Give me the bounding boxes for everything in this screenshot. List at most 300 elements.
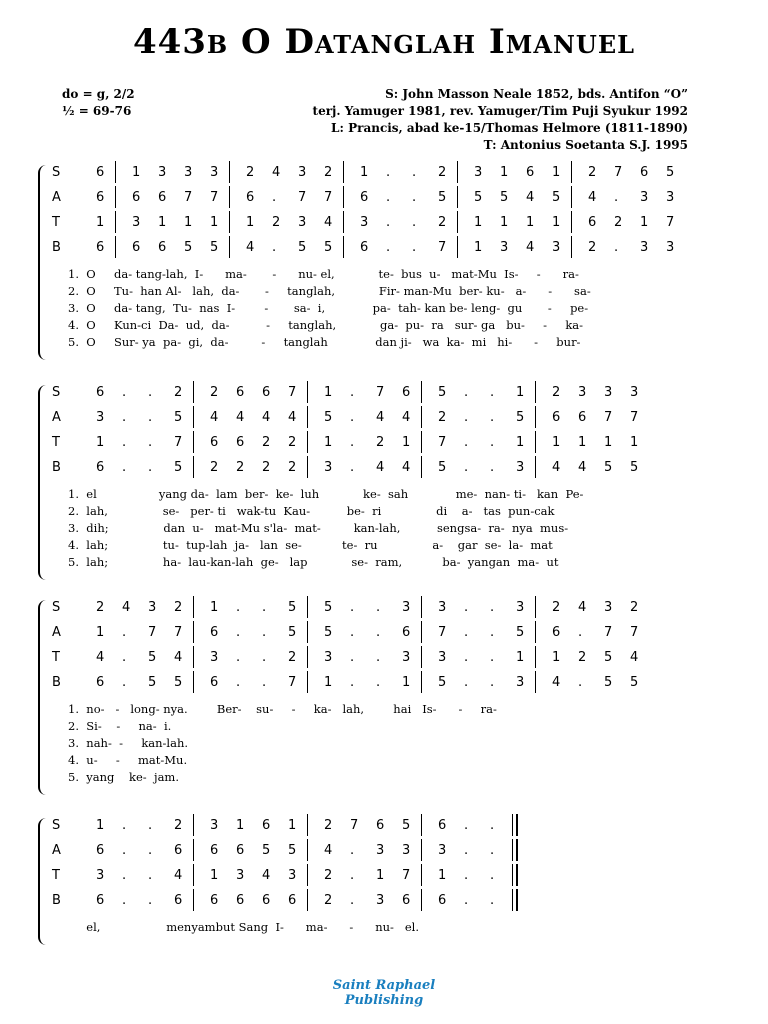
note: . — [236, 600, 241, 615]
note: 6 — [236, 435, 245, 450]
note: 6 — [360, 240, 369, 255]
note: 2 — [262, 460, 271, 475]
voice-label: S — [52, 165, 61, 180]
lyric-line: 1. el yang da- lam ber- ke- luh ke- sah me- nan- ti- kan Pe- — [68, 487, 584, 501]
note: 5 — [630, 675, 639, 690]
barline — [571, 161, 572, 183]
note: . — [490, 893, 495, 908]
note: 4 — [288, 410, 297, 425]
note: 4 — [236, 410, 245, 425]
note: 3 — [96, 868, 105, 883]
note: 6 — [174, 893, 183, 908]
note: 3 — [148, 600, 157, 615]
note: . — [122, 675, 127, 690]
note: . — [122, 435, 127, 450]
note: 6 — [360, 190, 369, 205]
note: 3 — [630, 385, 639, 400]
barline — [307, 381, 308, 403]
note: 2 — [324, 893, 333, 908]
note: 1 — [288, 818, 297, 833]
note: . — [490, 675, 495, 690]
note: 2 — [614, 215, 623, 230]
note: 5 — [666, 165, 675, 180]
note: 4 — [262, 410, 271, 425]
note: . — [262, 675, 267, 690]
note: 1 — [402, 435, 411, 450]
note: 5 — [262, 843, 271, 858]
note: 6 — [96, 190, 105, 205]
note: 7 — [350, 818, 359, 833]
note: 1 — [500, 165, 509, 180]
note: 3 — [516, 600, 525, 615]
note: 5 — [148, 650, 157, 665]
barline — [307, 406, 308, 428]
note: 7 — [604, 625, 613, 640]
note: 4 — [272, 165, 281, 180]
note: 1 — [96, 215, 105, 230]
note: 3 — [666, 240, 675, 255]
note: 1 — [96, 435, 105, 450]
final-barline — [516, 889, 518, 911]
note: 5 — [210, 240, 219, 255]
note: 5 — [174, 675, 183, 690]
note: 1 — [158, 215, 167, 230]
voice-label: T — [52, 868, 60, 883]
barline — [229, 211, 230, 233]
note: 4 — [526, 190, 535, 205]
note: 1 — [376, 868, 385, 883]
note: . — [148, 843, 153, 858]
note: 6 — [96, 240, 105, 255]
note: . — [464, 675, 469, 690]
note: 3 — [604, 385, 613, 400]
barline — [421, 839, 422, 861]
lyric-line: 2. lah, se- per- ti wak-tu Kau- be- ri di a- tas pun-cak — [68, 504, 555, 518]
note: 7 — [148, 625, 157, 640]
lyric-line: 2. Si- - na- i. — [68, 719, 172, 733]
note: 3 — [210, 818, 219, 833]
note: . — [412, 165, 417, 180]
note: 5 — [324, 600, 333, 615]
note: . — [148, 435, 153, 450]
note: 3 — [210, 650, 219, 665]
barline — [307, 456, 308, 478]
barline — [421, 864, 422, 886]
publisher-logo — [0, 978, 768, 1008]
barline — [421, 646, 422, 668]
note: 5 — [630, 460, 639, 475]
note: . — [350, 385, 355, 400]
barline — [421, 456, 422, 478]
barline — [571, 236, 572, 258]
barline — [193, 381, 194, 403]
barline — [115, 161, 116, 183]
note: 2 — [324, 868, 333, 883]
note: 6 — [96, 165, 105, 180]
note: . — [236, 675, 241, 690]
note: . — [350, 868, 355, 883]
note: 3 — [474, 165, 483, 180]
note: 1 — [516, 385, 525, 400]
note: 3 — [604, 600, 613, 615]
barline — [343, 211, 344, 233]
note: 5 — [184, 240, 193, 255]
note: . — [350, 625, 355, 640]
note: 6 — [588, 215, 597, 230]
note: 6 — [578, 410, 587, 425]
final-barline — [512, 839, 513, 861]
note: 2 — [174, 818, 183, 833]
note: 4 — [402, 410, 411, 425]
note: 6 — [96, 460, 105, 475]
final-barline — [516, 839, 518, 861]
note: 2 — [210, 385, 219, 400]
note: 5 — [402, 818, 411, 833]
note: . — [122, 818, 127, 833]
barline — [421, 889, 422, 911]
note: . — [122, 410, 127, 425]
note: . — [412, 190, 417, 205]
credit-line: S: John Masson Neale 1852, bds. Antifon “O” — [385, 87, 688, 101]
note: 2 — [288, 460, 297, 475]
page-title: 443b O Datanglah Imanuel — [132, 22, 636, 62]
note: . — [490, 460, 495, 475]
note: 6 — [210, 435, 219, 450]
note: 6 — [210, 675, 219, 690]
note: 2 — [438, 410, 447, 425]
note: . — [464, 625, 469, 640]
system-brace — [38, 818, 50, 945]
note: . — [148, 893, 153, 908]
note: 6 — [262, 385, 271, 400]
note: 6 — [552, 410, 561, 425]
note: 3 — [640, 240, 649, 255]
note: . — [350, 893, 355, 908]
note: 1 — [474, 240, 483, 255]
note: 1 — [640, 215, 649, 230]
barline — [421, 381, 422, 403]
note: 7 — [604, 410, 613, 425]
voice-label: B — [52, 240, 61, 255]
note: . — [386, 190, 391, 205]
note: 1 — [132, 165, 141, 180]
note: . — [464, 843, 469, 858]
note: 3 — [402, 600, 411, 615]
note: 7 — [174, 625, 183, 640]
note: . — [122, 650, 127, 665]
note: 6 — [96, 385, 105, 400]
note: 1 — [210, 215, 219, 230]
note: 3 — [324, 650, 333, 665]
lyric-line: el, menyambut Sang I- ma- - nu- el. — [68, 920, 420, 934]
note: 5 — [288, 600, 297, 615]
barline — [535, 406, 536, 428]
note: . — [386, 165, 391, 180]
note: 6 — [236, 385, 245, 400]
note: 6 — [210, 625, 219, 640]
note: 4 — [402, 460, 411, 475]
note: . — [122, 385, 127, 400]
note: 6 — [402, 893, 411, 908]
barline — [421, 406, 422, 428]
barline — [193, 456, 194, 478]
final-barline — [516, 814, 518, 836]
final-barline — [512, 889, 513, 911]
note: 4 — [630, 650, 639, 665]
note: 5 — [516, 625, 525, 640]
note: . — [122, 460, 127, 475]
note: . — [272, 190, 277, 205]
final-barline — [516, 864, 518, 886]
note: 4 — [552, 675, 561, 690]
barline — [421, 431, 422, 453]
barline — [307, 864, 308, 886]
note: 1 — [210, 600, 219, 615]
lyric-line: 3. dih; dan u- mat-Mu s'la- mat- kan-lah, sengsa- ra- nya mus- — [68, 521, 569, 535]
note: 3 — [516, 460, 525, 475]
note: 7 — [376, 385, 385, 400]
note: 5 — [288, 843, 297, 858]
note: 1 — [516, 435, 525, 450]
note: 6 — [174, 843, 183, 858]
voice-label: T — [52, 215, 60, 230]
barline — [193, 814, 194, 836]
note: 2 — [246, 165, 255, 180]
note: 1 — [604, 435, 613, 450]
note: . — [148, 868, 153, 883]
note: 2 — [588, 240, 597, 255]
note: . — [376, 650, 381, 665]
barline — [307, 646, 308, 668]
barline — [535, 596, 536, 618]
note: 4 — [210, 410, 219, 425]
barline — [193, 889, 194, 911]
logo-line-2: Publishing — [344, 993, 424, 1008]
note: . — [376, 625, 381, 640]
note: . — [122, 868, 127, 883]
voice-label: A — [52, 625, 61, 640]
note: 6 — [640, 165, 649, 180]
note: . — [148, 385, 153, 400]
note: 6 — [246, 190, 255, 205]
note: 1 — [552, 215, 561, 230]
barline — [457, 186, 458, 208]
note: 4 — [96, 650, 105, 665]
barline — [457, 236, 458, 258]
note: 5 — [604, 650, 613, 665]
barline — [535, 456, 536, 478]
note: . — [464, 868, 469, 883]
note: 4 — [324, 843, 333, 858]
barline — [343, 236, 344, 258]
note: 6 — [262, 893, 271, 908]
note: 2 — [236, 460, 245, 475]
tempo-info — [62, 86, 135, 120]
note: 4 — [376, 460, 385, 475]
note: . — [490, 650, 495, 665]
note: 2 — [324, 165, 333, 180]
note: 1 — [210, 868, 219, 883]
voice-label: A — [52, 410, 61, 425]
barline — [535, 621, 536, 643]
note: . — [350, 600, 355, 615]
note: . — [412, 240, 417, 255]
note: . — [614, 190, 619, 205]
note: . — [464, 893, 469, 908]
note: 3 — [438, 650, 447, 665]
lyric-line: 4. u- - mat-Mu. — [68, 753, 188, 767]
note: 4 — [246, 240, 255, 255]
lyric-line: 5. yang ke- jam. — [68, 770, 179, 784]
lyric-line: 1. O da- tang-lah, I- ma- - nu- el, te- bus u- mat-Mu Is- - ra- — [68, 267, 579, 281]
lyric-line: 5. O Sur- ya pa- gi, da- - tanglah dan ji- wa ka- mi hi- - bur- — [68, 335, 581, 349]
barline — [307, 431, 308, 453]
note: 7 — [402, 868, 411, 883]
system-brace — [38, 165, 50, 360]
voice-label: B — [52, 675, 61, 690]
note: 6 — [96, 893, 105, 908]
note: 6 — [158, 240, 167, 255]
note: . — [350, 675, 355, 690]
barline — [193, 864, 194, 886]
note: . — [464, 460, 469, 475]
note: 1 — [438, 868, 447, 883]
note: . — [148, 460, 153, 475]
note: 5 — [604, 460, 613, 475]
note: 6 — [96, 843, 105, 858]
note: 5 — [324, 410, 333, 425]
note: 4 — [262, 868, 271, 883]
barline — [307, 814, 308, 836]
note: 3 — [298, 165, 307, 180]
note: 2 — [552, 600, 561, 615]
note: 4 — [588, 190, 597, 205]
lyric-line: 3. nah- - kan-lah. — [68, 736, 189, 750]
voice-label: T — [52, 435, 60, 450]
voice-label: S — [52, 385, 61, 400]
note: 1 — [516, 650, 525, 665]
note: 7 — [614, 165, 623, 180]
note: 7 — [288, 675, 297, 690]
note: 7 — [438, 435, 447, 450]
note: 5 — [500, 190, 509, 205]
barline — [115, 186, 116, 208]
note: 1 — [184, 215, 193, 230]
note: 2 — [210, 460, 219, 475]
barline — [535, 431, 536, 453]
note: 2 — [552, 385, 561, 400]
voice-label: B — [52, 893, 61, 908]
note: . — [490, 868, 495, 883]
note: 2 — [324, 818, 333, 833]
barline — [571, 186, 572, 208]
note: 5 — [174, 460, 183, 475]
note: 1 — [324, 385, 333, 400]
note: 7 — [174, 435, 183, 450]
note: 7 — [184, 190, 193, 205]
note: 4 — [174, 650, 183, 665]
note: 1 — [552, 650, 561, 665]
barline — [229, 236, 230, 258]
note: 6 — [210, 893, 219, 908]
barline — [535, 381, 536, 403]
note: 2 — [96, 600, 105, 615]
note: 4 — [578, 460, 587, 475]
note: 1 — [630, 435, 639, 450]
note: . — [122, 625, 127, 640]
note: . — [350, 650, 355, 665]
note: 3 — [516, 675, 525, 690]
voice-label: S — [52, 818, 61, 833]
note: . — [464, 410, 469, 425]
note: 1 — [402, 675, 411, 690]
note: 4 — [324, 215, 333, 230]
credit-line: T: Antonius Soetanta S.J. 1995 — [483, 138, 688, 152]
note: . — [490, 385, 495, 400]
barline — [535, 671, 536, 693]
barline — [535, 646, 536, 668]
note: 1 — [96, 625, 105, 640]
note: 2 — [288, 435, 297, 450]
note: 4 — [174, 868, 183, 883]
note: . — [262, 600, 267, 615]
barline — [343, 186, 344, 208]
barline — [307, 889, 308, 911]
note: . — [464, 818, 469, 833]
note: 7 — [324, 190, 333, 205]
note: 4 — [122, 600, 131, 615]
note: 7 — [630, 410, 639, 425]
note: 4 — [376, 410, 385, 425]
note: 1 — [552, 165, 561, 180]
note: . — [490, 410, 495, 425]
barline — [307, 671, 308, 693]
note: 3 — [288, 868, 297, 883]
voice-label: B — [52, 460, 61, 475]
note: 7 — [438, 240, 447, 255]
note: 1 — [552, 435, 561, 450]
note: 3 — [324, 460, 333, 475]
voice-label: A — [52, 190, 61, 205]
note: 4 — [526, 240, 535, 255]
barline — [343, 161, 344, 183]
barline — [571, 211, 572, 233]
note: 3 — [236, 868, 245, 883]
voice-label: T — [52, 650, 60, 665]
note: 3 — [666, 190, 675, 205]
barline — [193, 671, 194, 693]
barline — [457, 211, 458, 233]
note: 3 — [210, 165, 219, 180]
note: . — [490, 818, 495, 833]
note: 7 — [630, 625, 639, 640]
note: 2 — [438, 165, 447, 180]
note: 3 — [96, 410, 105, 425]
note: 1 — [324, 435, 333, 450]
note: 6 — [402, 625, 411, 640]
barline — [307, 621, 308, 643]
note: 6 — [236, 893, 245, 908]
note: 3 — [132, 215, 141, 230]
note: 5 — [474, 190, 483, 205]
note: 5 — [516, 410, 525, 425]
note: 6 — [526, 165, 535, 180]
credit-line: L: Prancis, abad ke-15/Thomas Helmore (1811-1890) — [331, 121, 688, 135]
barline — [457, 161, 458, 183]
note: . — [350, 460, 355, 475]
note: . — [386, 215, 391, 230]
note: 5 — [324, 625, 333, 640]
